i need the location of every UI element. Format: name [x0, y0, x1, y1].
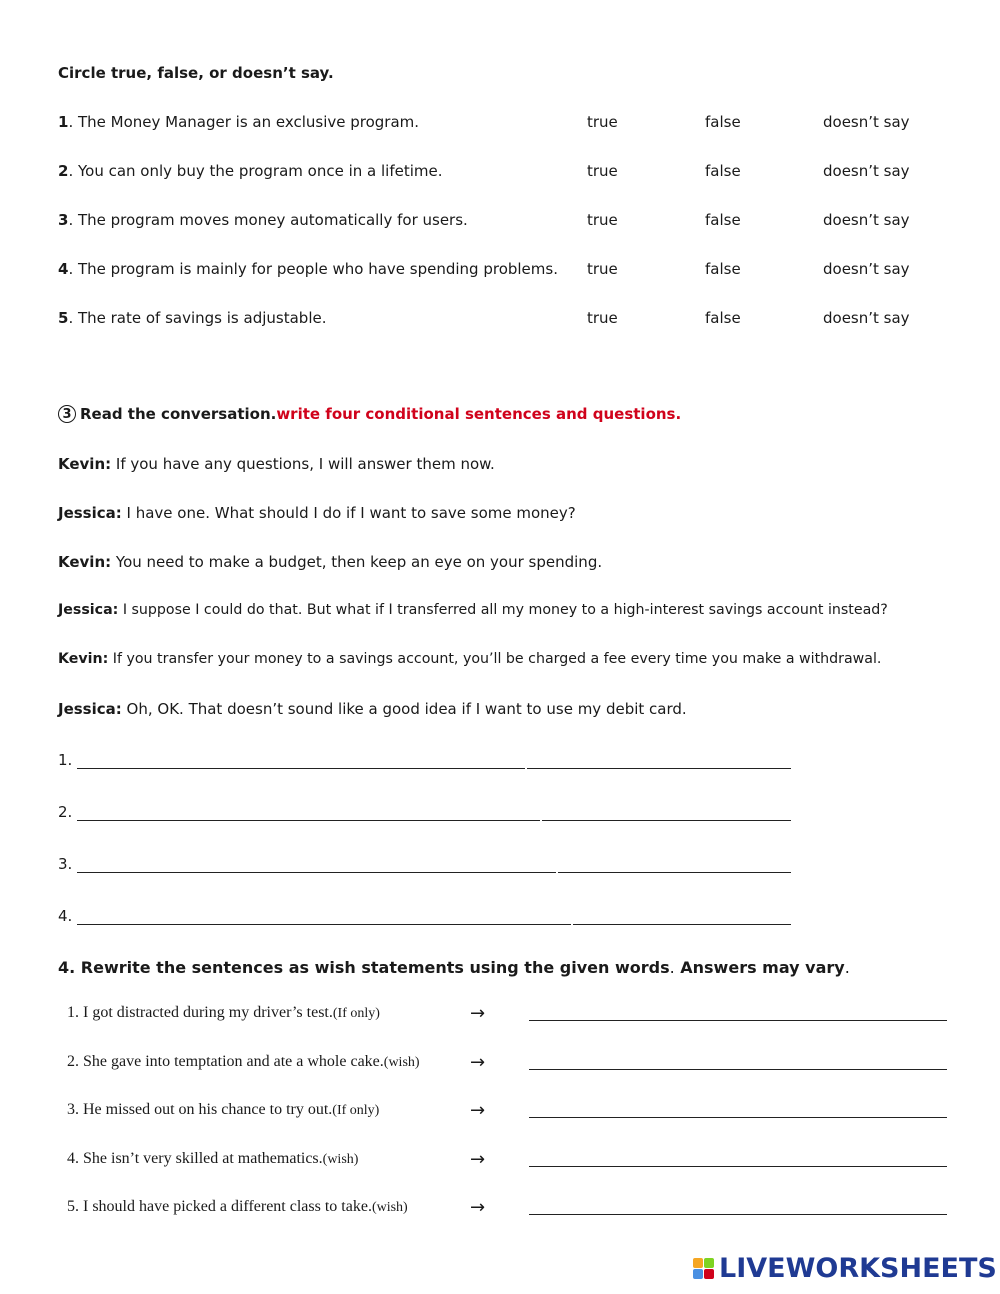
wish-heading [58, 958, 850, 977]
tf-item-4 [58, 260, 558, 278]
wish-item-hint: (If only) [332, 1006, 380, 1021]
speaker-text: I have one. What should I do if I want to save some money? [121, 504, 576, 522]
liveworksheets-mark-icon [693, 1258, 715, 1280]
wish-item-2 [67, 1053, 420, 1071]
tf-item-text: . You can only buy the program once in a lifetime. [68, 162, 443, 180]
wish-title-sep: . [669, 958, 675, 977]
tf-2-doesnt-say-option[interactable]: doesn’t say [823, 162, 910, 180]
tf-5-doesnt-say-option[interactable]: doesn’t say [823, 309, 910, 327]
wish-answer-5-input[interactable] [529, 1196, 947, 1215]
tf-instruction: Circle true, false, or doesn’t say. [58, 64, 334, 82]
speaker-name: Kevin: [58, 651, 109, 667]
tf-item-1 [58, 113, 419, 131]
conditional-answer-2b-input[interactable] [542, 802, 791, 821]
answer-label-4: 4. [58, 907, 73, 925]
tf-item-number: 4 [58, 260, 69, 278]
wish-answer-4-input[interactable] [529, 1148, 947, 1167]
wish-item-1 [67, 1004, 380, 1022]
speaker-name: Kevin: [58, 553, 112, 571]
tf-item-number: 2 [58, 162, 69, 180]
circled-number-badge: 3 [58, 405, 76, 423]
wish-answer-2-input[interactable] [529, 1051, 947, 1070]
tf-item-text: . The program is mainly for people who have spending problems. [68, 260, 558, 278]
tf-item-number: 1 [58, 113, 69, 131]
conditional-answer-2a-input[interactable] [77, 802, 540, 821]
tf-item-3 [58, 211, 468, 229]
tf-item-number: 5 [58, 309, 69, 327]
wish-item-hint: (wish) [383, 1055, 420, 1070]
tf-1-doesnt-say-option[interactable]: doesn’t say [823, 113, 910, 131]
wish-item-text: 5. I should have picked a different class to take. [67, 1198, 372, 1215]
wish-item-hint: (wish) [322, 1152, 359, 1167]
right-arrow-icon: → [470, 1052, 486, 1073]
right-arrow-icon: → [470, 1149, 486, 1170]
wish-title-tail: Answers may vary [674, 958, 845, 977]
conversation-line [58, 651, 881, 667]
tf-2-false-option[interactable]: false [705, 162, 741, 180]
wish-title-end: . [844, 958, 850, 977]
tf-item-text: . The rate of savings is adjustable. [68, 309, 327, 327]
wish-item-text: 2. She gave into temptation and ate a whole cake. [67, 1053, 384, 1070]
wish-item-text: 3. He missed out on his chance to try out. [67, 1101, 333, 1118]
conversation-title-red: write four conditional sentences and questions. [276, 405, 682, 423]
tf-item-text: . The program moves money automatically for users. [68, 211, 468, 229]
tf-2-true-option[interactable]: true [587, 162, 618, 180]
right-arrow-icon: → [470, 1197, 486, 1218]
conversation-line [58, 700, 687, 718]
tf-4-false-option[interactable]: false [705, 260, 741, 278]
wish-item-5 [67, 1198, 408, 1216]
tf-5-false-option[interactable]: false [705, 309, 741, 327]
wish-item-text: 1. I got distracted during my driver’s test. [67, 1004, 333, 1021]
conversation-title: Read the conversation. [80, 405, 277, 423]
conditional-answer-1b-input[interactable] [527, 750, 791, 769]
wish-title: 4. Rewrite the sentences as wish statements using the given words [58, 958, 670, 977]
tf-5-true-option[interactable]: true [587, 309, 618, 327]
tf-1-false-option[interactable]: false [705, 113, 741, 131]
speaker-name: Kevin: [58, 455, 112, 473]
wish-item-3 [67, 1101, 379, 1119]
wish-item-hint: (wish) [371, 1200, 408, 1215]
speaker-text: Oh, OK. That doesn’t sound like a good idea if I want to use my debit card. [121, 700, 687, 718]
conversation-line [58, 553, 602, 571]
conversation-line [58, 504, 576, 522]
tf-item-text: . The Money Manager is an exclusive program. [68, 113, 420, 131]
answer-label-2: 2. [58, 803, 73, 821]
conditional-answer-4b-input[interactable] [573, 906, 791, 925]
right-arrow-icon: → [470, 1100, 486, 1121]
wish-answer-3-input[interactable] [529, 1099, 947, 1118]
wish-item-4 [67, 1150, 358, 1168]
right-arrow-icon: → [470, 1003, 486, 1024]
tf-item-2 [58, 162, 443, 180]
conditional-answer-1a-input[interactable] [77, 750, 525, 769]
speaker-text: If you transfer your money to a savings account, you’ll be charged a fee every time you make a withdrawal. [108, 651, 882, 667]
tf-3-true-option[interactable]: true [587, 211, 618, 229]
tf-item-number: 3 [58, 211, 69, 229]
speaker-name: Jessica: [58, 602, 119, 618]
speaker-name: Jessica: [58, 700, 122, 718]
wish-answer-1-input[interactable] [529, 1002, 947, 1021]
tf-3-doesnt-say-option[interactable]: doesn’t say [823, 211, 910, 229]
speaker-text: I suppose I could do that. But what if I transferred all my money to a high-interest savings account instead? [118, 602, 888, 618]
tf-4-doesnt-say-option[interactable]: doesn’t say [823, 260, 910, 278]
conversation-line [58, 602, 888, 618]
speaker-name: Jessica: [58, 504, 122, 522]
tf-4-true-option[interactable]: true [587, 260, 618, 278]
tf-1-true-option[interactable]: true [587, 113, 618, 131]
wish-item-text: 4. She isn’t very skilled at mathematics. [67, 1150, 323, 1167]
speaker-text: You need to make a budget, then keep an eye on your spending. [111, 553, 603, 571]
conversation-heading [58, 405, 681, 424]
answer-label-3: 3. [58, 855, 73, 873]
tf-3-false-option[interactable]: false [705, 211, 741, 229]
wish-item-hint: (If only) [332, 1103, 380, 1118]
conditional-answer-3a-input[interactable] [77, 854, 556, 873]
conditional-answer-4a-input[interactable] [77, 906, 571, 925]
speaker-text: If you have any questions, I will answer them now. [111, 455, 495, 473]
tf-item-5 [58, 309, 326, 327]
conditional-answer-3b-input[interactable] [558, 854, 791, 873]
logo-text: LIVEWORKSHEETS [719, 1253, 997, 1284]
answer-label-1: 1. [58, 751, 73, 769]
conversation-line [58, 455, 495, 473]
